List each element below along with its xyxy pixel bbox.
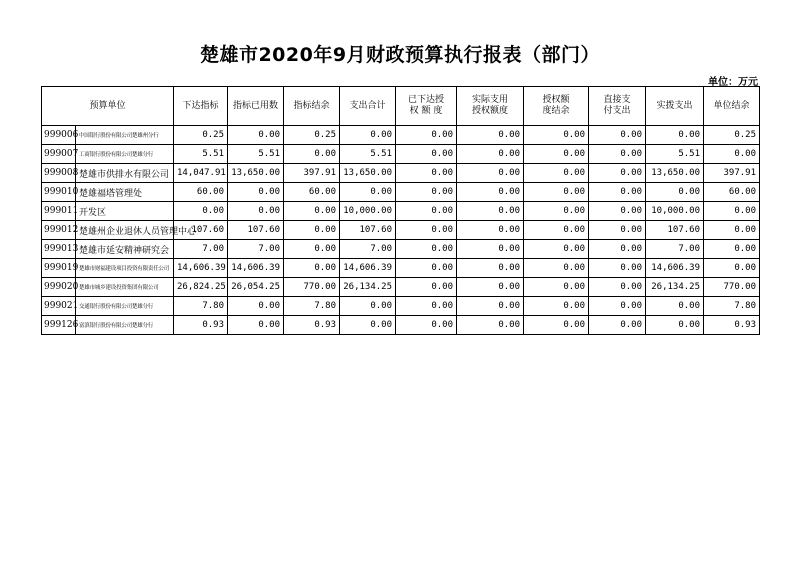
value-cell: 0.00 bbox=[524, 278, 589, 297]
value-cell: 0.00 bbox=[228, 126, 284, 145]
header-issued-quota: 下达指标 bbox=[174, 87, 228, 126]
value-cell: 0.25 bbox=[704, 126, 760, 145]
value-cell: 0.00 bbox=[340, 126, 396, 145]
value-cell: 13,650.00 bbox=[340, 164, 396, 183]
unit-code-cell: 999020 bbox=[42, 278, 76, 297]
value-cell: 0.00 bbox=[589, 202, 646, 221]
value-cell: 0.93 bbox=[284, 316, 340, 335]
value-cell: 0.00 bbox=[396, 126, 457, 145]
unit-code-cell: 999011 bbox=[42, 202, 76, 221]
unit-name-cell: 楚雄市延安精神研究会 bbox=[76, 240, 174, 259]
value-cell: 0.00 bbox=[589, 259, 646, 278]
table-row bbox=[42, 278, 760, 297]
budget-table bbox=[41, 86, 760, 335]
header-actual-allocation: 实拨支出 bbox=[646, 87, 704, 126]
value-cell: 0.00 bbox=[524, 240, 589, 259]
unit-code-cell: 999021 bbox=[42, 297, 76, 316]
value-cell: 0.00 bbox=[524, 145, 589, 164]
unit-code-cell: 999126 bbox=[42, 316, 76, 335]
value-cell: 107.60 bbox=[340, 221, 396, 240]
value-cell: 0.00 bbox=[340, 316, 396, 335]
table-row bbox=[42, 183, 760, 202]
table-row bbox=[42, 297, 760, 316]
value-cell: 14,606.39 bbox=[174, 259, 228, 278]
value-cell: 0.00 bbox=[396, 240, 457, 259]
value-cell: 5.51 bbox=[646, 145, 704, 164]
header-quota-balance: 指标结余 bbox=[284, 87, 340, 126]
value-cell: 397.91 bbox=[704, 164, 760, 183]
unit-name-cell: 富滇银行股份有限公司楚雄分行 bbox=[76, 316, 174, 335]
value-cell: 0.00 bbox=[589, 278, 646, 297]
value-cell: 0.00 bbox=[457, 221, 524, 240]
value-cell: 26,824.25 bbox=[174, 278, 228, 297]
value-cell: 0.00 bbox=[704, 145, 760, 164]
value-cell: 26,134.25 bbox=[646, 278, 704, 297]
value-cell: 0.00 bbox=[589, 316, 646, 335]
header-actual-authorized-used: 实际支用 授权额度 bbox=[457, 87, 524, 126]
unit-name-cell: 中国银行股份有限公司楚雄州分行 bbox=[76, 126, 174, 145]
value-cell: 0.00 bbox=[704, 240, 760, 259]
header-budget-unit: 预算单位 bbox=[42, 87, 174, 126]
value-cell: 0.00 bbox=[646, 183, 704, 202]
value-cell: 0.25 bbox=[284, 126, 340, 145]
value-cell: 7.00 bbox=[174, 240, 228, 259]
value-cell: 0.00 bbox=[589, 240, 646, 259]
value-cell: 0.00 bbox=[704, 259, 760, 278]
table-row bbox=[42, 316, 760, 335]
value-cell: 14,606.39 bbox=[646, 259, 704, 278]
header-total-expenditure: 支出合计 bbox=[340, 87, 396, 126]
value-cell: 0.00 bbox=[589, 126, 646, 145]
value-cell: 0.00 bbox=[524, 259, 589, 278]
value-cell: 13,650.00 bbox=[646, 164, 704, 183]
value-cell: 10,000.00 bbox=[340, 202, 396, 221]
value-cell: 7.00 bbox=[646, 240, 704, 259]
value-cell: 0.00 bbox=[524, 221, 589, 240]
unit-code-cell: 999010 bbox=[42, 183, 76, 202]
value-cell: 60.00 bbox=[284, 183, 340, 202]
value-cell: 397.91 bbox=[284, 164, 340, 183]
value-cell: 14,047.91 bbox=[174, 164, 228, 183]
value-cell: 0.00 bbox=[704, 202, 760, 221]
value-cell: 0.00 bbox=[524, 202, 589, 221]
unit-code-cell: 999019 bbox=[42, 259, 76, 278]
value-cell: 0.00 bbox=[589, 183, 646, 202]
table-row bbox=[42, 259, 760, 278]
value-cell: 0.00 bbox=[228, 202, 284, 221]
value-cell: 0.00 bbox=[284, 145, 340, 164]
unit-name-cell: 楚雄福塔管理处 bbox=[76, 183, 174, 202]
value-cell: 0.00 bbox=[589, 164, 646, 183]
unit-name-cell: 开发区 bbox=[76, 202, 174, 221]
value-cell: 7.80 bbox=[284, 297, 340, 316]
value-cell: 0.00 bbox=[524, 183, 589, 202]
value-cell: 0.00 bbox=[396, 202, 457, 221]
value-cell: 0.00 bbox=[457, 278, 524, 297]
value-cell: 0.00 bbox=[228, 183, 284, 202]
value-cell: 0.00 bbox=[174, 202, 228, 221]
unit-code-cell: 999008 bbox=[42, 164, 76, 183]
value-cell: 770.00 bbox=[284, 278, 340, 297]
value-cell: 5.51 bbox=[174, 145, 228, 164]
value-cell: 0.00 bbox=[524, 164, 589, 183]
value-cell: 770.00 bbox=[704, 278, 760, 297]
value-cell: 26,054.25 bbox=[228, 278, 284, 297]
value-cell: 0.00 bbox=[396, 316, 457, 335]
unit-name-cell: 楚雄市城乡建设投资集团有限公司 bbox=[76, 278, 174, 297]
value-cell: 0.00 bbox=[396, 278, 457, 297]
unit-name-cell: 工商银行股份有限公司楚雄分行 bbox=[76, 145, 174, 164]
value-cell: 107.60 bbox=[174, 221, 228, 240]
table-row bbox=[42, 164, 760, 183]
value-cell: 7.80 bbox=[704, 297, 760, 316]
value-cell: 0.00 bbox=[457, 259, 524, 278]
value-cell: 14,606.39 bbox=[228, 259, 284, 278]
value-cell: 0.00 bbox=[704, 221, 760, 240]
value-cell: 0.00 bbox=[457, 164, 524, 183]
value-cell: 60.00 bbox=[704, 183, 760, 202]
value-cell: 26,134.25 bbox=[340, 278, 396, 297]
value-cell: 0.00 bbox=[524, 126, 589, 145]
table-row bbox=[42, 240, 760, 259]
table-row bbox=[42, 202, 760, 221]
value-cell: 0.00 bbox=[457, 240, 524, 259]
value-cell: 0.00 bbox=[396, 297, 457, 316]
value-cell: 13,650.00 bbox=[228, 164, 284, 183]
value-cell: 0.00 bbox=[340, 297, 396, 316]
value-cell: 0.00 bbox=[524, 297, 589, 316]
value-cell: 0.00 bbox=[589, 297, 646, 316]
value-cell: 0.25 bbox=[174, 126, 228, 145]
value-cell: 0.00 bbox=[457, 145, 524, 164]
unit-name-cell: 楚雄市财福建设项目投资有限责任公司 bbox=[76, 259, 174, 278]
value-cell: 10,000.00 bbox=[646, 202, 704, 221]
value-cell: 7.80 bbox=[174, 297, 228, 316]
unit-code-cell: 999012 bbox=[42, 221, 76, 240]
value-cell: 0.00 bbox=[646, 316, 704, 335]
unit-name-cell: 交通银行股份有限公司楚雄分行 bbox=[76, 297, 174, 316]
unit-name-cell: 楚雄市供排水有限公司 bbox=[76, 164, 174, 183]
header-authorized-amount: 已下达授 权 额 度 bbox=[396, 87, 457, 126]
value-cell: 0.00 bbox=[396, 221, 457, 240]
header-quota-used: 指标已用数 bbox=[228, 87, 284, 126]
value-cell: 0.00 bbox=[396, 259, 457, 278]
value-cell: 107.60 bbox=[228, 221, 284, 240]
header-unit-balance: 单位结余 bbox=[704, 87, 760, 126]
unit-name-cell: 楚雄州企业退休人员管理中心 bbox=[76, 221, 174, 240]
unit-label: 单位：万元 bbox=[708, 77, 758, 88]
value-cell: 0.00 bbox=[284, 259, 340, 278]
table-row bbox=[42, 145, 760, 164]
header-direct-payment: 直接支 付支出 bbox=[589, 87, 646, 126]
value-cell: 7.00 bbox=[340, 240, 396, 259]
unit-code-cell: 999007 bbox=[42, 145, 76, 164]
value-cell: 0.00 bbox=[396, 183, 457, 202]
value-cell: 0.00 bbox=[457, 183, 524, 202]
value-cell: 0.00 bbox=[284, 221, 340, 240]
unit-code-cell: 999006 bbox=[42, 126, 76, 145]
value-cell: 14,606.39 bbox=[340, 259, 396, 278]
value-cell: 0.00 bbox=[284, 202, 340, 221]
table-header-row bbox=[42, 87, 760, 126]
value-cell: 0.00 bbox=[457, 126, 524, 145]
value-cell: 0.93 bbox=[704, 316, 760, 335]
value-cell: 0.00 bbox=[228, 316, 284, 335]
value-cell: 0.00 bbox=[340, 183, 396, 202]
value-cell: 0.00 bbox=[646, 297, 704, 316]
value-cell: 0.00 bbox=[524, 316, 589, 335]
value-cell: 0.00 bbox=[457, 316, 524, 335]
value-cell: 107.60 bbox=[646, 221, 704, 240]
value-cell: 0.93 bbox=[174, 316, 228, 335]
value-cell: 7.00 bbox=[228, 240, 284, 259]
value-cell: 0.00 bbox=[589, 145, 646, 164]
table-row bbox=[42, 126, 760, 145]
value-cell: 0.00 bbox=[457, 202, 524, 221]
value-cell: 5.51 bbox=[228, 145, 284, 164]
value-cell: 5.51 bbox=[340, 145, 396, 164]
value-cell: 60.00 bbox=[174, 183, 228, 202]
value-cell: 0.00 bbox=[396, 145, 457, 164]
table-row bbox=[42, 221, 760, 240]
header-authorized-balance: 授权额 度结余 bbox=[524, 87, 589, 126]
value-cell: 0.00 bbox=[396, 164, 457, 183]
value-cell: 0.00 bbox=[646, 126, 704, 145]
value-cell: 0.00 bbox=[457, 297, 524, 316]
value-cell: 0.00 bbox=[284, 240, 340, 259]
value-cell: 0.00 bbox=[589, 221, 646, 240]
report-title: 楚雄市2020年9月财政预算执行报表（部门） bbox=[199, 44, 601, 66]
unit-code-cell: 999013 bbox=[42, 240, 76, 259]
value-cell: 0.00 bbox=[228, 297, 284, 316]
